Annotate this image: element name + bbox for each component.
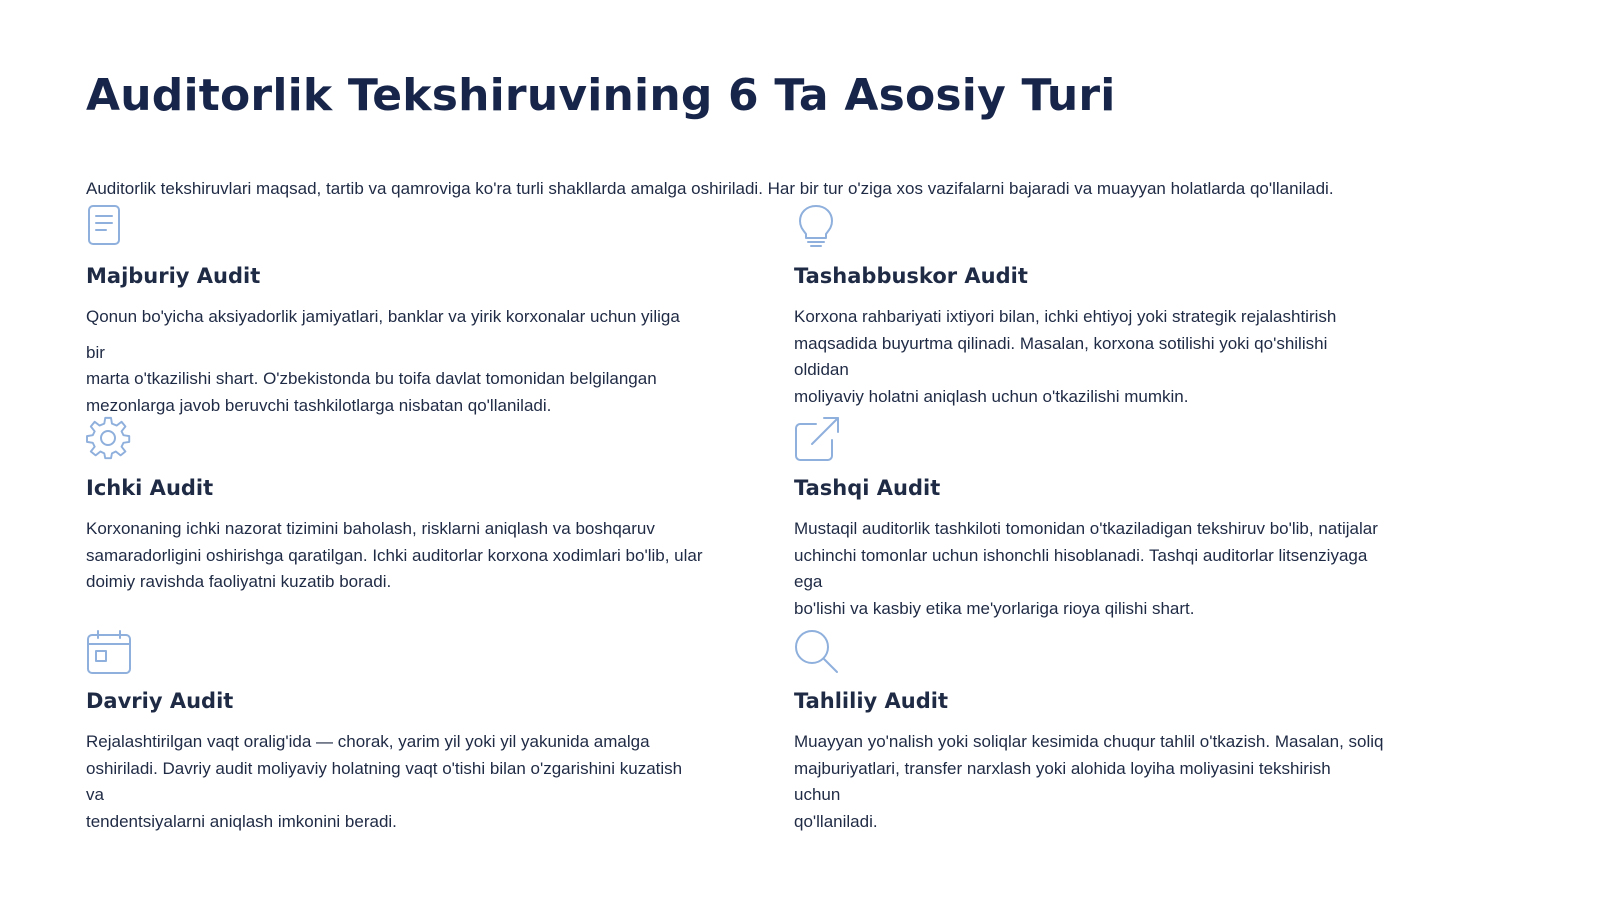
card-heading: Tahliliy Audit (794, 689, 949, 713)
card-description-line: Rejalashtirilgan vaqt oralig'ida — chorak, yarim yil yoki yil yakunida amalga (86, 732, 650, 751)
card-description-line: va (86, 785, 104, 804)
card-description-line: Korxona rahbariyati ixtiyori bilan, ichki ehtiyoj yoki strategik rejalashtirish (794, 307, 1337, 326)
card-description-line: doimiy ravishda faoliyatni kuzatib boradi. (86, 572, 392, 591)
external-link-icon (794, 416, 840, 462)
lightbulb-icon (794, 204, 840, 250)
card-description-line: Muayyan yo'nalish yoki soliqlar kesimida chuqur tahlil o'tkazish. Masalan, soliq (794, 732, 1384, 751)
card-description-line: ega (794, 572, 823, 591)
page-title: Auditorlik Tekshiruvining 6 Ta Asosiy Turi (86, 70, 1116, 121)
card-description-line: mezonlarga javob beruvchi tashkilotlarga nisbatan qo'llaniladi. (86, 395, 552, 415)
card-description-line: moliyaviy holatni aniqlash uchun o'tkazilishi mumkin. (794, 386, 1189, 406)
card-description-line: oldidan (794, 360, 849, 379)
intro-text: Auditorlik tekshiruvlari maqsad, tartib va qamroviga ko'ra turli shakllarda amalga oshiriladi. Har bir tur o'ziga xos vazifalarni bajaradi va muayyan holatlarda qo'llaniladi. (86, 179, 1334, 198)
card-description-line: uchun (794, 785, 841, 804)
card-heading: Davriy Audit (86, 689, 234, 713)
card-description (86, 304, 786, 419)
card-heading: Majburiy Audit (86, 264, 261, 288)
card-description-line: tendentsiyalarni aniqlash imkonini beradi. (86, 811, 397, 831)
card-description (794, 516, 1494, 622)
card-description-line: qo'llaniladi. (794, 811, 878, 831)
card-description-line: marta o'tkazilishi shart. O'zbekistonda bu toifa davlat tomonidan belgilangan (86, 369, 657, 388)
card-description-line: maqsadida buyurtma qilinadi. Masalan, korxona sotilishi yoki qo'shilishi (794, 333, 1328, 353)
card-description (86, 516, 786, 596)
search-icon (794, 629, 840, 675)
card-heading: Tashabbuskor Audit (794, 264, 1028, 288)
card-description-line: majburiyatlari, transfer narxlash yoki alohida loyiha moliyasini tekshirish (794, 758, 1331, 778)
card-description-line: Korxonaning ichki nazorat tizimini baholash, risklarni aniqlash va boshqaruv (86, 519, 655, 538)
card-description (86, 729, 786, 835)
card-description-line: samaradorligini oshirishga qaratilgan. Ichki auditorlar korxona xodimlari bo'lib, ular (86, 545, 703, 565)
document-icon (86, 204, 132, 250)
card-description-line: uchinchi tomonlar uchun ishonchli hisoblanadi. Tashqi auditorlar litsenziyaga (794, 545, 1368, 565)
card-heading: Ichki Audit (86, 476, 214, 500)
card-description-line: bir (86, 342, 105, 362)
card-description (794, 729, 1494, 835)
card-description-line: Mustaqil auditorlik tashkiloti tomonidan o'tkaziladigan tekshiruv bo'lib, natijalar (794, 519, 1378, 538)
card-description-line: bo'lishi va kasbiy etika me'yorlariga rioya qilishi shart. (794, 598, 1195, 618)
card-description-line: oshiriladi. Davriy audit moliyaviy holatning vaqt o'tishi bilan o'zgarishini kuzatish (86, 758, 683, 778)
calendar-icon (86, 629, 132, 675)
card-description (794, 304, 1494, 410)
gear-icon (86, 416, 132, 462)
card-description-line: Qonun bo'yicha aksiyadorlik jamiyatlari, banklar va yirik korxonalar uchun yiliga (86, 307, 680, 326)
card-heading: Tashqi Audit (794, 476, 941, 500)
